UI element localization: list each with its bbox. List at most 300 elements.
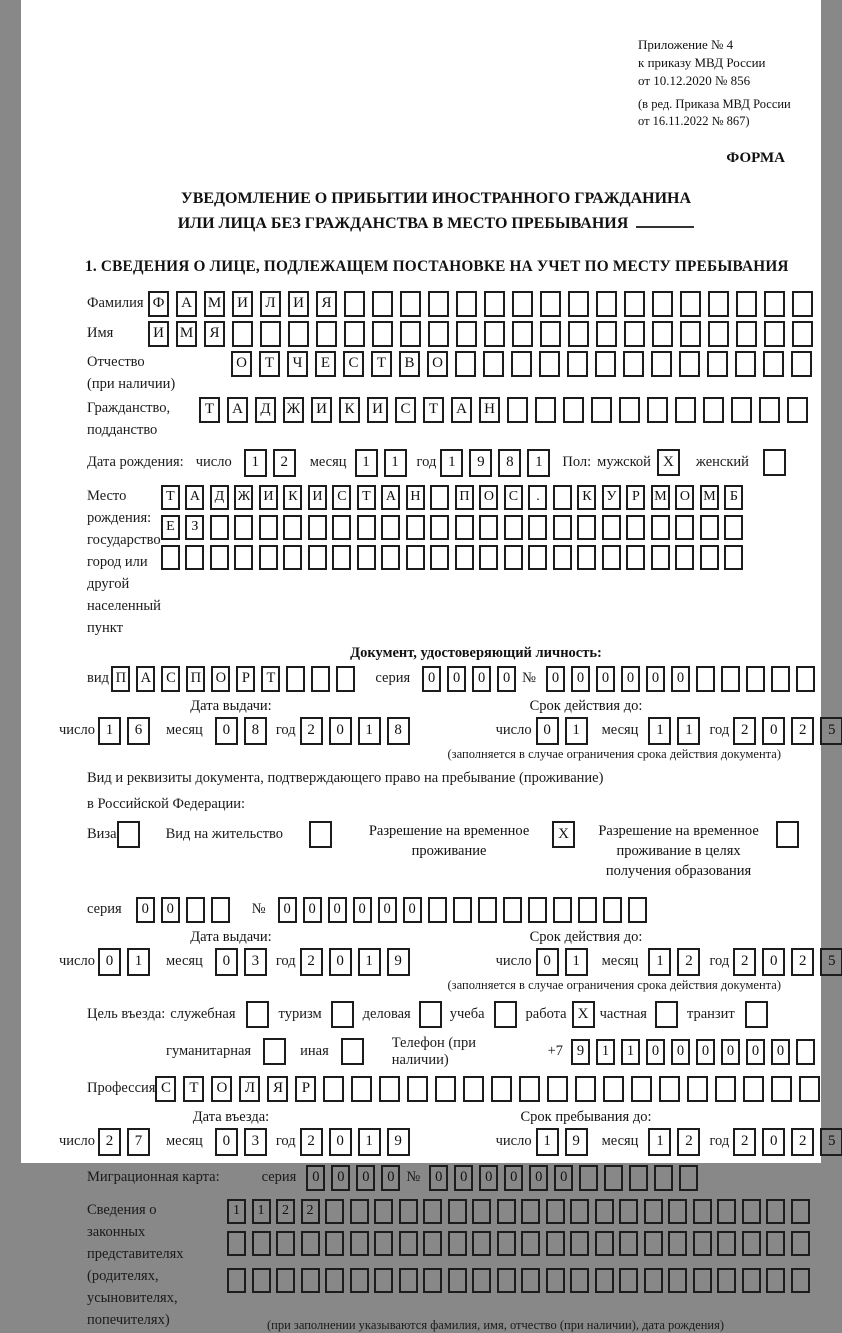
char-box[interactable] bbox=[578, 897, 597, 923]
char-box[interactable]: 8 bbox=[498, 449, 521, 477]
char-box[interactable] bbox=[651, 351, 672, 377]
char-box[interactable] bbox=[792, 321, 813, 347]
char-box[interactable] bbox=[535, 397, 556, 423]
char-box[interactable]: 0 bbox=[98, 948, 121, 976]
char-box[interactable] bbox=[283, 545, 302, 570]
char-box[interactable]: 0 bbox=[671, 666, 690, 692]
char-box[interactable]: 0 bbox=[536, 948, 559, 976]
char-box[interactable]: 2 bbox=[677, 948, 700, 976]
char-box[interactable] bbox=[724, 545, 743, 570]
char-box[interactable] bbox=[563, 397, 584, 423]
char-box[interactable]: А bbox=[176, 291, 197, 317]
male-checkbox[interactable]: X bbox=[657, 449, 680, 476]
temp-residence-education-checkbox[interactable] bbox=[776, 821, 799, 848]
char-box[interactable]: 2 bbox=[98, 1128, 121, 1156]
char-box[interactable] bbox=[539, 351, 560, 377]
char-box[interactable] bbox=[546, 1231, 565, 1256]
char-box[interactable] bbox=[680, 291, 701, 317]
char-box[interactable]: 5 bbox=[820, 1128, 842, 1156]
char-box[interactable]: 8 bbox=[244, 717, 267, 745]
char-box[interactable]: 2 bbox=[276, 1199, 295, 1224]
char-box[interactable]: 1 bbox=[677, 717, 700, 745]
char-box[interactable] bbox=[252, 1231, 271, 1256]
char-box[interactable] bbox=[568, 291, 589, 317]
char-box[interactable] bbox=[675, 515, 694, 540]
char-box[interactable]: 2 bbox=[791, 717, 814, 745]
char-box[interactable]: Я bbox=[267, 1076, 288, 1102]
char-box[interactable] bbox=[332, 545, 351, 570]
char-box[interactable]: 0 bbox=[329, 717, 352, 745]
char-box[interactable] bbox=[448, 1268, 467, 1293]
char-box[interactable] bbox=[161, 545, 180, 570]
char-box[interactable] bbox=[325, 1231, 344, 1256]
char-box[interactable] bbox=[399, 1268, 418, 1293]
char-box[interactable] bbox=[708, 291, 729, 317]
char-box[interactable] bbox=[731, 397, 752, 423]
char-box[interactable]: 1 bbox=[358, 948, 381, 976]
char-box[interactable] bbox=[210, 515, 229, 540]
char-box[interactable]: 2 bbox=[791, 948, 814, 976]
char-box[interactable] bbox=[308, 515, 327, 540]
char-box[interactable] bbox=[372, 291, 393, 317]
char-box[interactable]: Т bbox=[259, 351, 280, 377]
char-box[interactable]: С bbox=[332, 485, 351, 510]
char-box[interactable] bbox=[644, 1268, 663, 1293]
char-box[interactable]: И bbox=[148, 321, 169, 347]
char-box[interactable]: 9 bbox=[565, 1128, 588, 1156]
char-box[interactable] bbox=[357, 545, 376, 570]
char-box[interactable] bbox=[332, 515, 351, 540]
char-box[interactable] bbox=[736, 321, 757, 347]
char-box[interactable] bbox=[325, 1199, 344, 1224]
char-box[interactable] bbox=[546, 1199, 565, 1224]
char-box[interactable] bbox=[484, 321, 505, 347]
char-box[interactable]: П bbox=[111, 666, 130, 692]
char-box[interactable]: 0 bbox=[646, 666, 665, 692]
char-box[interactable]: 0 bbox=[621, 666, 640, 692]
char-box[interactable] bbox=[675, 397, 696, 423]
char-box[interactable] bbox=[479, 515, 498, 540]
char-box[interactable] bbox=[301, 1268, 320, 1293]
char-box[interactable] bbox=[787, 397, 808, 423]
char-box[interactable] bbox=[604, 1165, 623, 1191]
char-box[interactable]: 9 bbox=[571, 1039, 590, 1065]
char-box[interactable]: И bbox=[232, 291, 253, 317]
char-box[interactable]: М bbox=[204, 291, 225, 317]
char-box[interactable]: Т bbox=[199, 397, 220, 423]
char-box[interactable] bbox=[463, 1076, 484, 1102]
char-box[interactable]: 0 bbox=[497, 666, 516, 692]
char-box[interactable]: 1 bbox=[596, 1039, 615, 1065]
char-box[interactable]: 1 bbox=[565, 948, 588, 976]
char-box[interactable]: М bbox=[651, 485, 670, 510]
char-box[interactable] bbox=[381, 515, 400, 540]
char-box[interactable] bbox=[628, 897, 647, 923]
char-box[interactable]: 0 bbox=[646, 1039, 665, 1065]
char-box[interactable]: Н bbox=[479, 397, 500, 423]
char-box[interactable] bbox=[301, 1231, 320, 1256]
char-box[interactable] bbox=[521, 1231, 540, 1256]
char-box[interactable] bbox=[708, 321, 729, 347]
char-box[interactable] bbox=[796, 666, 815, 692]
char-box[interactable] bbox=[316, 321, 337, 347]
char-box[interactable] bbox=[764, 291, 785, 317]
char-box[interactable] bbox=[406, 515, 425, 540]
char-box[interactable] bbox=[512, 291, 533, 317]
char-box[interactable] bbox=[568, 321, 589, 347]
char-box[interactable] bbox=[652, 291, 673, 317]
female-checkbox[interactable] bbox=[763, 449, 786, 476]
char-box[interactable]: С bbox=[504, 485, 523, 510]
char-box[interactable]: 0 bbox=[306, 1165, 325, 1191]
char-box[interactable] bbox=[472, 1199, 491, 1224]
char-box[interactable]: С bbox=[155, 1076, 176, 1102]
purpose-other-checkbox[interactable] bbox=[341, 1038, 364, 1065]
char-box[interactable] bbox=[602, 545, 621, 570]
char-box[interactable] bbox=[453, 897, 472, 923]
char-box[interactable] bbox=[736, 291, 757, 317]
char-box[interactable]: 0 bbox=[472, 666, 491, 692]
char-box[interactable]: Л bbox=[260, 291, 281, 317]
char-box[interactable] bbox=[260, 321, 281, 347]
char-box[interactable]: 0 bbox=[771, 1039, 790, 1065]
char-box[interactable] bbox=[483, 351, 504, 377]
char-box[interactable] bbox=[619, 1231, 638, 1256]
char-box[interactable] bbox=[693, 1199, 712, 1224]
char-box[interactable] bbox=[455, 351, 476, 377]
char-box[interactable] bbox=[715, 1076, 736, 1102]
char-box[interactable]: З bbox=[185, 515, 204, 540]
char-box[interactable] bbox=[350, 1199, 369, 1224]
char-box[interactable] bbox=[693, 1231, 712, 1256]
char-box[interactable]: 1 bbox=[244, 449, 267, 477]
char-box[interactable]: 9 bbox=[469, 449, 492, 477]
char-box[interactable] bbox=[288, 321, 309, 347]
char-box[interactable] bbox=[232, 321, 253, 347]
char-box[interactable]: 3 bbox=[244, 1128, 267, 1156]
char-box[interactable] bbox=[491, 1076, 512, 1102]
char-box[interactable]: Е bbox=[315, 351, 336, 377]
char-box[interactable] bbox=[308, 545, 327, 570]
purpose-private-checkbox[interactable] bbox=[655, 1001, 678, 1028]
char-box[interactable] bbox=[379, 1076, 400, 1102]
char-box[interactable] bbox=[372, 321, 393, 347]
char-box[interactable]: 2 bbox=[300, 948, 323, 976]
char-box[interactable]: 2 bbox=[733, 948, 756, 976]
purpose-study-checkbox[interactable] bbox=[494, 1001, 517, 1028]
char-box[interactable] bbox=[344, 321, 365, 347]
char-box[interactable] bbox=[456, 321, 477, 347]
char-box[interactable] bbox=[619, 1268, 638, 1293]
char-box[interactable]: К bbox=[283, 485, 302, 510]
char-box[interactable] bbox=[479, 545, 498, 570]
char-box[interactable]: 2 bbox=[791, 1128, 814, 1156]
char-box[interactable] bbox=[647, 397, 668, 423]
char-box[interactable]: . bbox=[528, 485, 547, 510]
char-box[interactable] bbox=[430, 545, 449, 570]
char-box[interactable]: М bbox=[176, 321, 197, 347]
char-box[interactable] bbox=[624, 321, 645, 347]
char-box[interactable] bbox=[619, 397, 640, 423]
char-box[interactable]: С bbox=[395, 397, 416, 423]
purpose-transit-checkbox[interactable] bbox=[745, 1001, 768, 1028]
char-box[interactable] bbox=[631, 1076, 652, 1102]
char-box[interactable]: 5 bbox=[820, 717, 842, 745]
char-box[interactable] bbox=[381, 545, 400, 570]
char-box[interactable] bbox=[700, 545, 719, 570]
char-box[interactable]: 8 bbox=[387, 717, 410, 745]
char-box[interactable]: И bbox=[259, 485, 278, 510]
char-box[interactable]: А bbox=[227, 397, 248, 423]
char-box[interactable] bbox=[448, 1231, 467, 1256]
char-box[interactable]: 9 bbox=[387, 1128, 410, 1156]
char-box[interactable] bbox=[399, 1199, 418, 1224]
char-box[interactable]: 0 bbox=[596, 666, 615, 692]
char-box[interactable] bbox=[455, 545, 474, 570]
char-box[interactable] bbox=[687, 1076, 708, 1102]
char-box[interactable]: 1 bbox=[227, 1199, 246, 1224]
purpose-work-checkbox[interactable]: X bbox=[572, 1001, 595, 1028]
char-box[interactable]: 0 bbox=[161, 897, 180, 923]
purpose-tourism-checkbox[interactable] bbox=[331, 1001, 354, 1028]
char-box[interactable] bbox=[700, 515, 719, 540]
char-box[interactable] bbox=[570, 1268, 589, 1293]
char-box[interactable] bbox=[430, 485, 449, 510]
char-box[interactable] bbox=[430, 515, 449, 540]
char-box[interactable]: О bbox=[479, 485, 498, 510]
char-box[interactable] bbox=[478, 897, 497, 923]
char-box[interactable] bbox=[680, 321, 701, 347]
char-box[interactable]: 0 bbox=[546, 666, 565, 692]
char-box[interactable] bbox=[668, 1268, 687, 1293]
char-box[interactable] bbox=[742, 1199, 761, 1224]
char-box[interactable] bbox=[484, 291, 505, 317]
char-box[interactable] bbox=[791, 1268, 810, 1293]
char-box[interactable] bbox=[507, 397, 528, 423]
char-box[interactable] bbox=[528, 515, 547, 540]
char-box[interactable] bbox=[742, 1268, 761, 1293]
char-box[interactable] bbox=[619, 1199, 638, 1224]
char-box[interactable]: 0 bbox=[278, 897, 297, 923]
char-box[interactable] bbox=[602, 515, 621, 540]
char-box[interactable] bbox=[575, 1076, 596, 1102]
char-box[interactable] bbox=[399, 1231, 418, 1256]
char-box[interactable]: 0 bbox=[671, 1039, 690, 1065]
char-box[interactable] bbox=[423, 1199, 442, 1224]
char-box[interactable] bbox=[259, 545, 278, 570]
char-box[interactable]: Л bbox=[239, 1076, 260, 1102]
char-box[interactable] bbox=[766, 1231, 785, 1256]
char-box[interactable]: 1 bbox=[384, 449, 407, 477]
char-box[interactable] bbox=[567, 351, 588, 377]
char-box[interactable]: 1 bbox=[252, 1199, 271, 1224]
char-box[interactable]: 1 bbox=[127, 948, 150, 976]
char-box[interactable] bbox=[743, 1076, 764, 1102]
char-box[interactable]: 5 bbox=[820, 948, 842, 976]
char-box[interactable]: 1 bbox=[536, 1128, 559, 1156]
char-box[interactable] bbox=[629, 1165, 648, 1191]
char-box[interactable] bbox=[455, 515, 474, 540]
char-box[interactable]: 0 bbox=[215, 1128, 238, 1156]
char-box[interactable] bbox=[596, 321, 617, 347]
char-box[interactable] bbox=[448, 1199, 467, 1224]
char-box[interactable] bbox=[595, 1199, 614, 1224]
char-box[interactable] bbox=[528, 897, 547, 923]
char-box[interactable]: Ф bbox=[148, 291, 169, 317]
char-box[interactable]: Ж bbox=[283, 397, 304, 423]
char-box[interactable]: 0 bbox=[403, 897, 422, 923]
char-box[interactable] bbox=[796, 1039, 815, 1065]
char-box[interactable]: Ч bbox=[287, 351, 308, 377]
char-box[interactable]: А bbox=[136, 666, 155, 692]
char-box[interactable]: 0 bbox=[215, 948, 238, 976]
char-box[interactable] bbox=[626, 515, 645, 540]
char-box[interactable]: Т bbox=[371, 351, 392, 377]
char-box[interactable] bbox=[350, 1231, 369, 1256]
char-box[interactable] bbox=[771, 666, 790, 692]
char-box[interactable] bbox=[591, 397, 612, 423]
char-box[interactable]: 0 bbox=[447, 666, 466, 692]
char-box[interactable] bbox=[276, 1268, 295, 1293]
char-box[interactable]: У bbox=[602, 485, 621, 510]
char-box[interactable] bbox=[428, 897, 447, 923]
char-box[interactable] bbox=[759, 397, 780, 423]
char-box[interactable]: 0 bbox=[554, 1165, 573, 1191]
char-box[interactable] bbox=[668, 1231, 687, 1256]
char-box[interactable]: 0 bbox=[353, 897, 372, 923]
char-box[interactable]: 0 bbox=[429, 1165, 448, 1191]
char-box[interactable]: 2 bbox=[300, 1128, 323, 1156]
char-box[interactable] bbox=[540, 291, 561, 317]
char-box[interactable] bbox=[528, 545, 547, 570]
char-box[interactable]: А bbox=[381, 485, 400, 510]
char-box[interactable] bbox=[570, 1199, 589, 1224]
char-box[interactable] bbox=[668, 1199, 687, 1224]
char-box[interactable] bbox=[540, 321, 561, 347]
char-box[interactable] bbox=[497, 1199, 516, 1224]
visa-checkbox[interactable] bbox=[117, 821, 140, 848]
char-box[interactable]: 0 bbox=[378, 897, 397, 923]
char-box[interactable]: 1 bbox=[648, 717, 671, 745]
char-box[interactable] bbox=[791, 1231, 810, 1256]
char-box[interactable] bbox=[374, 1199, 393, 1224]
char-box[interactable]: 1 bbox=[648, 1128, 671, 1156]
char-box[interactable]: Я bbox=[316, 291, 337, 317]
char-box[interactable] bbox=[276, 1231, 295, 1256]
char-box[interactable] bbox=[311, 666, 330, 692]
char-box[interactable]: 0 bbox=[356, 1165, 375, 1191]
char-box[interactable]: 0 bbox=[215, 717, 238, 745]
char-box[interactable] bbox=[511, 351, 532, 377]
char-box[interactable]: 0 bbox=[422, 666, 441, 692]
char-box[interactable] bbox=[283, 515, 302, 540]
char-box[interactable] bbox=[703, 397, 724, 423]
char-box[interactable] bbox=[350, 1268, 369, 1293]
char-box[interactable] bbox=[519, 1076, 540, 1102]
char-box[interactable]: Д bbox=[210, 485, 229, 510]
char-box[interactable] bbox=[210, 545, 229, 570]
char-box[interactable] bbox=[766, 1199, 785, 1224]
char-box[interactable]: 0 bbox=[762, 948, 785, 976]
char-box[interactable] bbox=[651, 515, 670, 540]
char-box[interactable] bbox=[400, 321, 421, 347]
char-box[interactable] bbox=[603, 897, 622, 923]
char-box[interactable] bbox=[553, 897, 572, 923]
char-box[interactable] bbox=[374, 1268, 393, 1293]
char-box[interactable] bbox=[603, 1076, 624, 1102]
char-box[interactable]: Т bbox=[357, 485, 376, 510]
char-box[interactable] bbox=[742, 1231, 761, 1256]
char-box[interactable] bbox=[407, 1076, 428, 1102]
char-box[interactable]: Е bbox=[161, 515, 180, 540]
char-box[interactable] bbox=[497, 1268, 516, 1293]
char-box[interactable] bbox=[675, 545, 694, 570]
char-box[interactable] bbox=[252, 1268, 271, 1293]
char-box[interactable]: 0 bbox=[696, 1039, 715, 1065]
char-box[interactable] bbox=[595, 1268, 614, 1293]
char-box[interactable] bbox=[679, 351, 700, 377]
char-box[interactable] bbox=[799, 1076, 820, 1102]
char-box[interactable] bbox=[724, 515, 743, 540]
char-box[interactable]: Н bbox=[406, 485, 425, 510]
char-box[interactable]: С bbox=[161, 666, 180, 692]
char-box[interactable] bbox=[763, 351, 784, 377]
char-box[interactable]: 1 bbox=[358, 717, 381, 745]
char-box[interactable]: 7 bbox=[127, 1128, 150, 1156]
char-box[interactable] bbox=[570, 1231, 589, 1256]
char-box[interactable] bbox=[577, 515, 596, 540]
char-box[interactable] bbox=[435, 1076, 456, 1102]
char-box[interactable] bbox=[211, 897, 230, 923]
char-box[interactable] bbox=[472, 1231, 491, 1256]
char-box[interactable]: 2 bbox=[300, 717, 323, 745]
temp-residence-checkbox[interactable]: X bbox=[552, 821, 575, 848]
char-box[interactable]: И bbox=[311, 397, 332, 423]
char-box[interactable] bbox=[504, 515, 523, 540]
char-box[interactable] bbox=[652, 321, 673, 347]
char-box[interactable] bbox=[717, 1199, 736, 1224]
char-box[interactable]: 0 bbox=[529, 1165, 548, 1191]
char-box[interactable]: Т bbox=[423, 397, 444, 423]
char-box[interactable] bbox=[351, 1076, 372, 1102]
char-box[interactable]: П bbox=[186, 666, 205, 692]
char-box[interactable]: 1 bbox=[648, 948, 671, 976]
purpose-business-checkbox[interactable] bbox=[419, 1001, 442, 1028]
char-box[interactable]: В bbox=[399, 351, 420, 377]
char-box[interactable]: 0 bbox=[454, 1165, 473, 1191]
char-box[interactable] bbox=[644, 1231, 663, 1256]
char-box[interactable] bbox=[596, 291, 617, 317]
char-box[interactable]: 2 bbox=[677, 1128, 700, 1156]
char-box[interactable] bbox=[521, 1268, 540, 1293]
char-box[interactable]: 0 bbox=[571, 666, 590, 692]
char-box[interactable] bbox=[227, 1268, 246, 1293]
char-box[interactable]: А bbox=[451, 397, 472, 423]
char-box[interactable]: 2 bbox=[273, 449, 296, 477]
char-box[interactable] bbox=[623, 351, 644, 377]
char-box[interactable]: Т bbox=[183, 1076, 204, 1102]
char-box[interactable]: П bbox=[455, 485, 474, 510]
char-box[interactable] bbox=[651, 545, 670, 570]
char-box[interactable]: 1 bbox=[440, 449, 463, 477]
char-box[interactable] bbox=[286, 666, 305, 692]
char-box[interactable]: 2 bbox=[733, 717, 756, 745]
char-box[interactable]: Т bbox=[261, 666, 280, 692]
char-box[interactable] bbox=[323, 1076, 344, 1102]
char-box[interactable] bbox=[512, 321, 533, 347]
char-box[interactable]: 2 bbox=[301, 1199, 320, 1224]
char-box[interactable]: Т bbox=[161, 485, 180, 510]
